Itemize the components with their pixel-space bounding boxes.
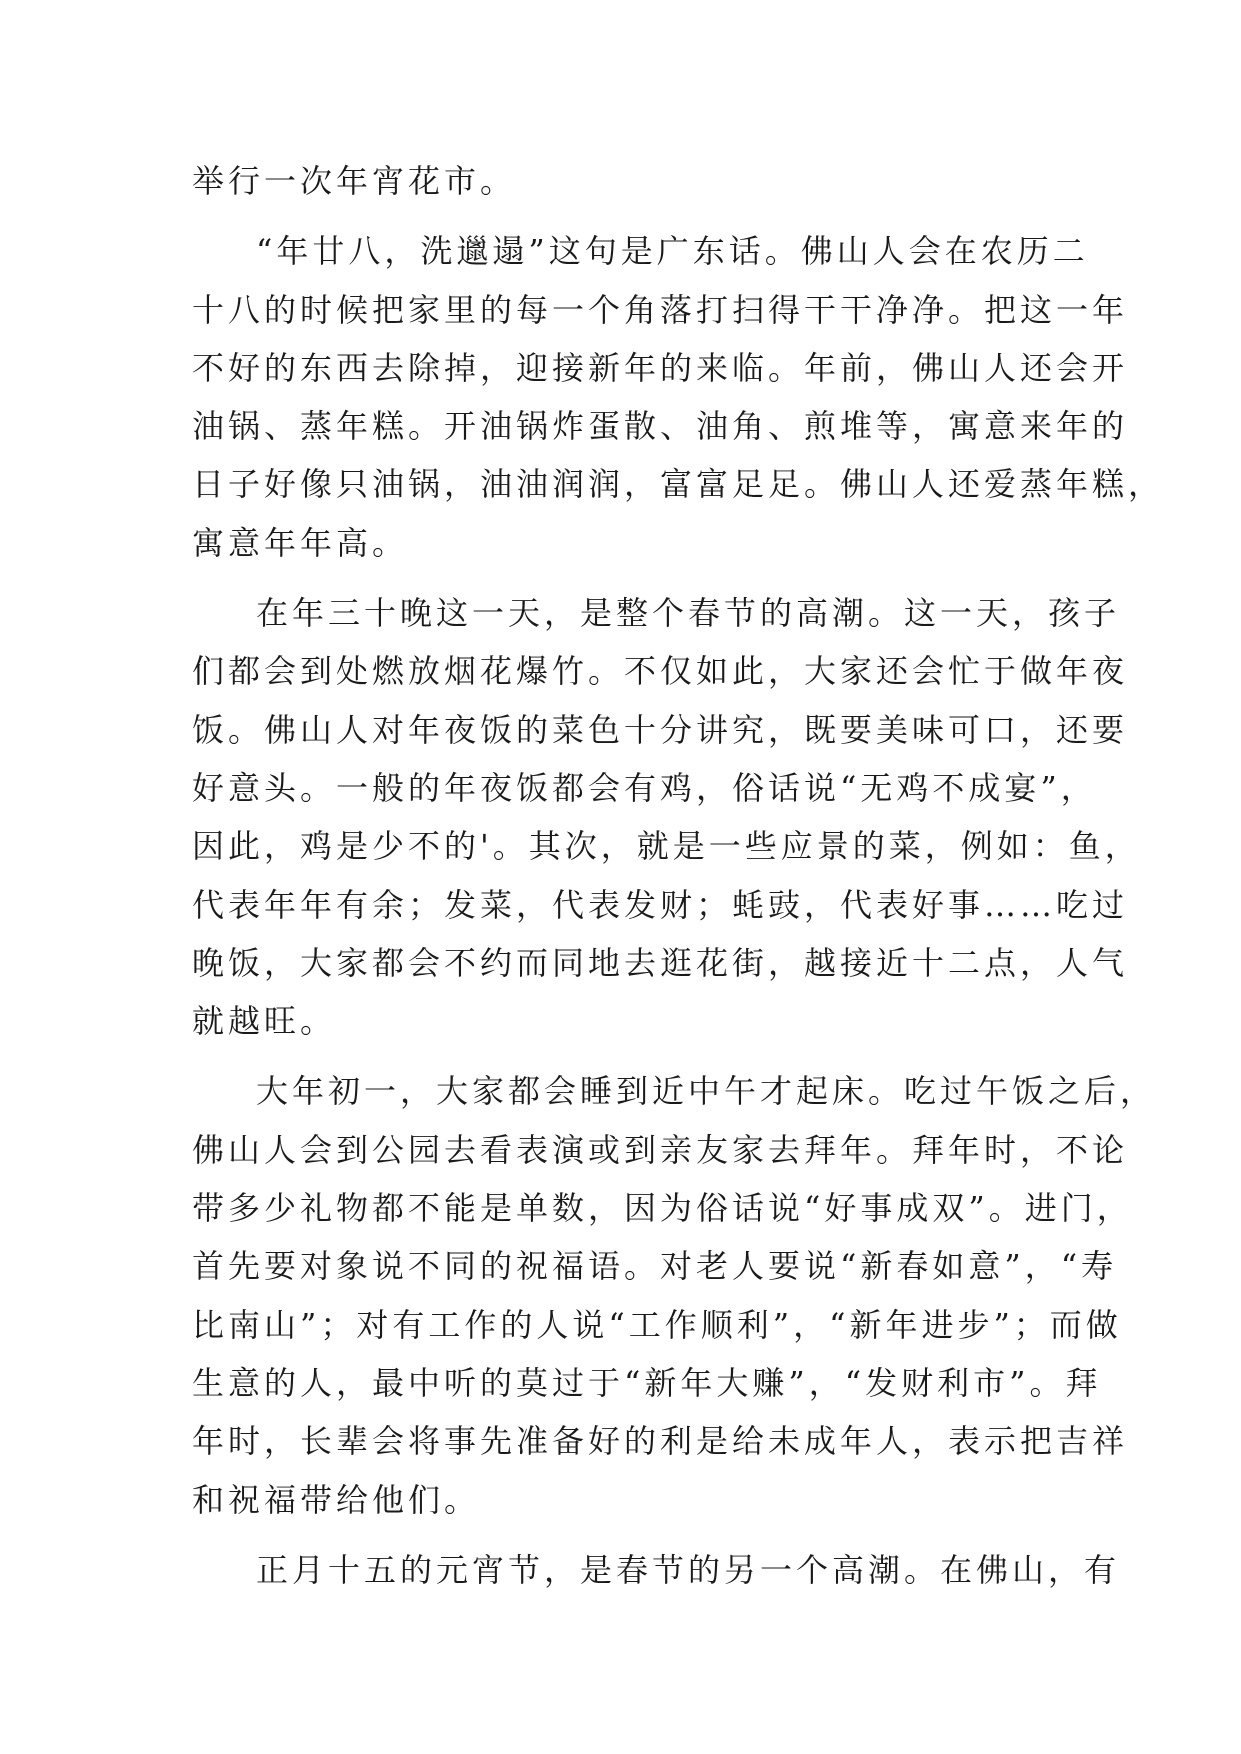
paragraph — [192, 1062, 1157, 1528]
paragraph — [192, 1541, 1121, 1599]
text-line: 因此，鸡是少不的'。其次，就是一些应景的菜，例如：鱼， — [192, 827, 1141, 866]
text-line: 首先要对象说不同的祝福语。对老人要说“新春如意”，“寿 — [192, 1247, 1118, 1286]
paragraph — [192, 584, 1141, 1050]
text-line: “年廿八，洗邋遢”这句是广东话。佛山人会在农历二 — [256, 232, 1089, 271]
text-line: 在年三十晚这一天，是整个春节的高潮。这一天，孩子 — [256, 594, 1121, 633]
text-line: 晚饭，大家都会不约而同地去逛花街，越接近十二点，人气 — [192, 943, 1129, 982]
text-line: 正月十五的元宵节，是春节的另一个高潮。在佛山，有 — [256, 1550, 1121, 1589]
text-line: 饭。佛山人对年夜饭的菜色十分讲究，既要美味可口，还要 — [192, 710, 1129, 749]
text-line: 生意的人，最中听的莫过于“新年大赚”，“发财利市”。拜 — [192, 1363, 1102, 1402]
paragraph — [192, 222, 1165, 572]
text-line: 好意头。一般的年夜饭都会有鸡，俗话说“无鸡不成宴”， — [192, 768, 1097, 807]
text-line: 带多少礼物都不能是单数，因为俗话说“好事成双”。进门， — [192, 1189, 1133, 1228]
text-line: 就越旺。 — [192, 1002, 337, 1041]
text-line: 和祝福带给他们。 — [192, 1480, 481, 1519]
text-line: 佛山人会到公园去看表演或到亲友家去拜年。拜年时，不论 — [192, 1130, 1129, 1169]
document-body — [192, 152, 1165, 1599]
text-line: 代表年年有余；发菜，代表发财；蚝豉，代表好事……吃过 — [192, 885, 1129, 924]
text-line: 大年初一，大家都会睡到近中午才起床。吃过午饭之后， — [256, 1072, 1157, 1111]
text-line: 们都会到处燃放烟花爆竹。不仅如此，大家还会忙于做年夜 — [192, 652, 1129, 691]
text-line: 年时，长辈会将事先准备好的利是给未成年人，表示把吉祥 — [192, 1422, 1129, 1461]
text-line: 比南山”；对有工作的人说“工作顺利”，“新年进步”；而做 — [192, 1305, 1122, 1344]
paragraph — [192, 152, 1050, 210]
text-line: 不好的东西去除掉，迎接新年的来临。年前，佛山人还会开 — [192, 348, 1129, 387]
text-line: 油锅、蒸年糕。开油锅炸蛋散、油角、煎堆等，寓意来年的 — [192, 407, 1129, 446]
text-line: 十八的时候把家里的每一个角落打扫得干干净净。把这一年 — [192, 290, 1129, 329]
text-line: 日子好像只油锅，油油润润，富富足足。佛山人还爱蒸年糕， — [192, 465, 1165, 504]
text-line: 举行一次年宵花市。 — [192, 162, 517, 200]
text-line: 寓意年年高。 — [192, 523, 409, 562]
